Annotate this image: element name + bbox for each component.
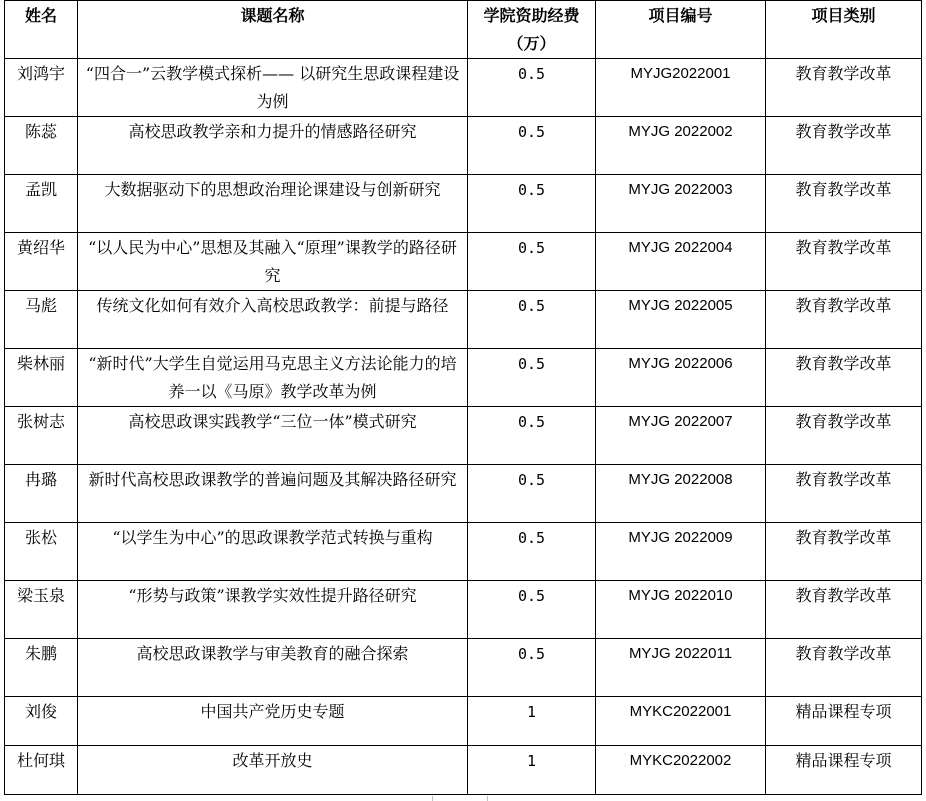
page-edge-mark <box>487 796 488 801</box>
header-code: 项目编号 <box>596 1 766 59</box>
cell-code: MYJG 2022005 <box>596 291 766 349</box>
cell-name: 柴林丽 <box>5 349 78 407</box>
cell-title: 传统文化如何有效介入高校思政教学：前提与路径 <box>78 291 468 349</box>
table-row <box>5 523 922 581</box>
cell-title: 大数据驱动下的思想政治理论课建设与创新研究 <box>78 175 468 233</box>
cell-code: MYJG 2022004 <box>596 233 766 291</box>
header-title: 课题名称 <box>78 1 468 59</box>
cell-title: “以学生为中心”的思政课教学范式转换与重构 <box>78 523 468 581</box>
header-category: 项目类别 <box>766 1 922 59</box>
cell-category: 教育教学改革 <box>766 349 922 407</box>
table-row <box>5 233 922 291</box>
header-row <box>5 1 922 59</box>
cell-fund: 0.5 <box>468 233 596 291</box>
table-row <box>5 117 922 175</box>
cell-name: 张树志 <box>5 407 78 465</box>
cell-name: 朱鹏 <box>5 639 78 697</box>
cell-category: 教育教学改革 <box>766 523 922 581</box>
cell-title: 高校思政课教学与审美教育的融合探索 <box>78 639 468 697</box>
cell-name: 冉璐 <box>5 465 78 523</box>
cell-name: 陈蕊 <box>5 117 78 175</box>
project-table <box>4 0 922 795</box>
cell-category: 教育教学改革 <box>766 291 922 349</box>
cell-code: MYJG 2022003 <box>596 175 766 233</box>
cell-fund: 0.5 <box>468 175 596 233</box>
table-row <box>5 697 922 746</box>
cell-fund: 1 <box>468 746 596 795</box>
cell-title: 改革开放史 <box>78 746 468 795</box>
cell-category: 精品课程专项 <box>766 746 922 795</box>
header-fund: 学院资助经费（万） <box>468 1 596 59</box>
cell-title: 中国共产党历史专题 <box>78 697 468 746</box>
cell-fund: 0.5 <box>468 407 596 465</box>
cell-category: 教育教学改革 <box>766 175 922 233</box>
page-edge-mark <box>432 796 433 801</box>
cell-category: 教育教学改革 <box>766 59 922 117</box>
table-row <box>5 465 922 523</box>
cell-code: MYJG 2022007 <box>596 407 766 465</box>
cell-code: MYJG 2022006 <box>596 349 766 407</box>
cell-title: 高校思政课实践教学“三位一体”模式研究 <box>78 407 468 465</box>
cell-fund: 0.5 <box>468 523 596 581</box>
table-row <box>5 407 922 465</box>
cell-fund: 0.5 <box>468 465 596 523</box>
cell-code: MYKC2022002 <box>596 746 766 795</box>
cell-title: “以人民为中心”思想及其融入“原理”课教学的路径研究 <box>78 233 468 291</box>
cell-code: MYJG 2022002 <box>596 117 766 175</box>
cell-title: “形势与政策”课教学实效性提升路径研究 <box>78 581 468 639</box>
cell-fund: 0.5 <box>468 581 596 639</box>
cell-name: 黄绍华 <box>5 233 78 291</box>
cell-name: 梁玉泉 <box>5 581 78 639</box>
cell-name: 孟凯 <box>5 175 78 233</box>
cell-category: 精品课程专项 <box>766 697 922 746</box>
cell-code: MYJG 2022009 <box>596 523 766 581</box>
cell-category: 教育教学改革 <box>766 233 922 291</box>
cell-title: “四合一”云教学模式探析—— 以研究生思政课程建设为例 <box>78 59 468 117</box>
header-name: 姓名 <box>5 1 78 59</box>
table-row <box>5 291 922 349</box>
table-row <box>5 581 922 639</box>
cell-title: 高校思政教学亲和力提升的情感路径研究 <box>78 117 468 175</box>
cell-category: 教育教学改革 <box>766 407 922 465</box>
table-row <box>5 639 922 697</box>
cell-category: 教育教学改革 <box>766 465 922 523</box>
cell-fund: 0.5 <box>468 349 596 407</box>
cell-fund: 1 <box>468 697 596 746</box>
table-row <box>5 746 922 795</box>
cell-code: MYJG 2022010 <box>596 581 766 639</box>
cell-category: 教育教学改革 <box>766 117 922 175</box>
cell-fund: 0.5 <box>468 59 596 117</box>
cell-title: 新时代高校思政课教学的普遍问题及其解决路径研究 <box>78 465 468 523</box>
cell-name: 刘鸿宇 <box>5 59 78 117</box>
cell-name: 张松 <box>5 523 78 581</box>
table-row <box>5 349 922 407</box>
cell-code: MYJG 2022008 <box>596 465 766 523</box>
cell-title: “新时代”大学生自觉运用马克思主义方法论能力的培养一以《马原》教学改革为例 <box>78 349 468 407</box>
cell-code: MYJG 2022011 <box>596 639 766 697</box>
cell-name: 马彪 <box>5 291 78 349</box>
cell-category: 教育教学改革 <box>766 581 922 639</box>
cell-fund: 0.5 <box>468 117 596 175</box>
cell-code: MYJG2022001 <box>596 59 766 117</box>
table-row <box>5 175 922 233</box>
table-row <box>5 59 922 117</box>
cell-name: 刘俊 <box>5 697 78 746</box>
cell-name: 杜何琪 <box>5 746 78 795</box>
cell-code: MYKC2022001 <box>596 697 766 746</box>
cell-fund: 0.5 <box>468 291 596 349</box>
cell-category: 教育教学改革 <box>766 639 922 697</box>
cell-fund: 0.5 <box>468 639 596 697</box>
